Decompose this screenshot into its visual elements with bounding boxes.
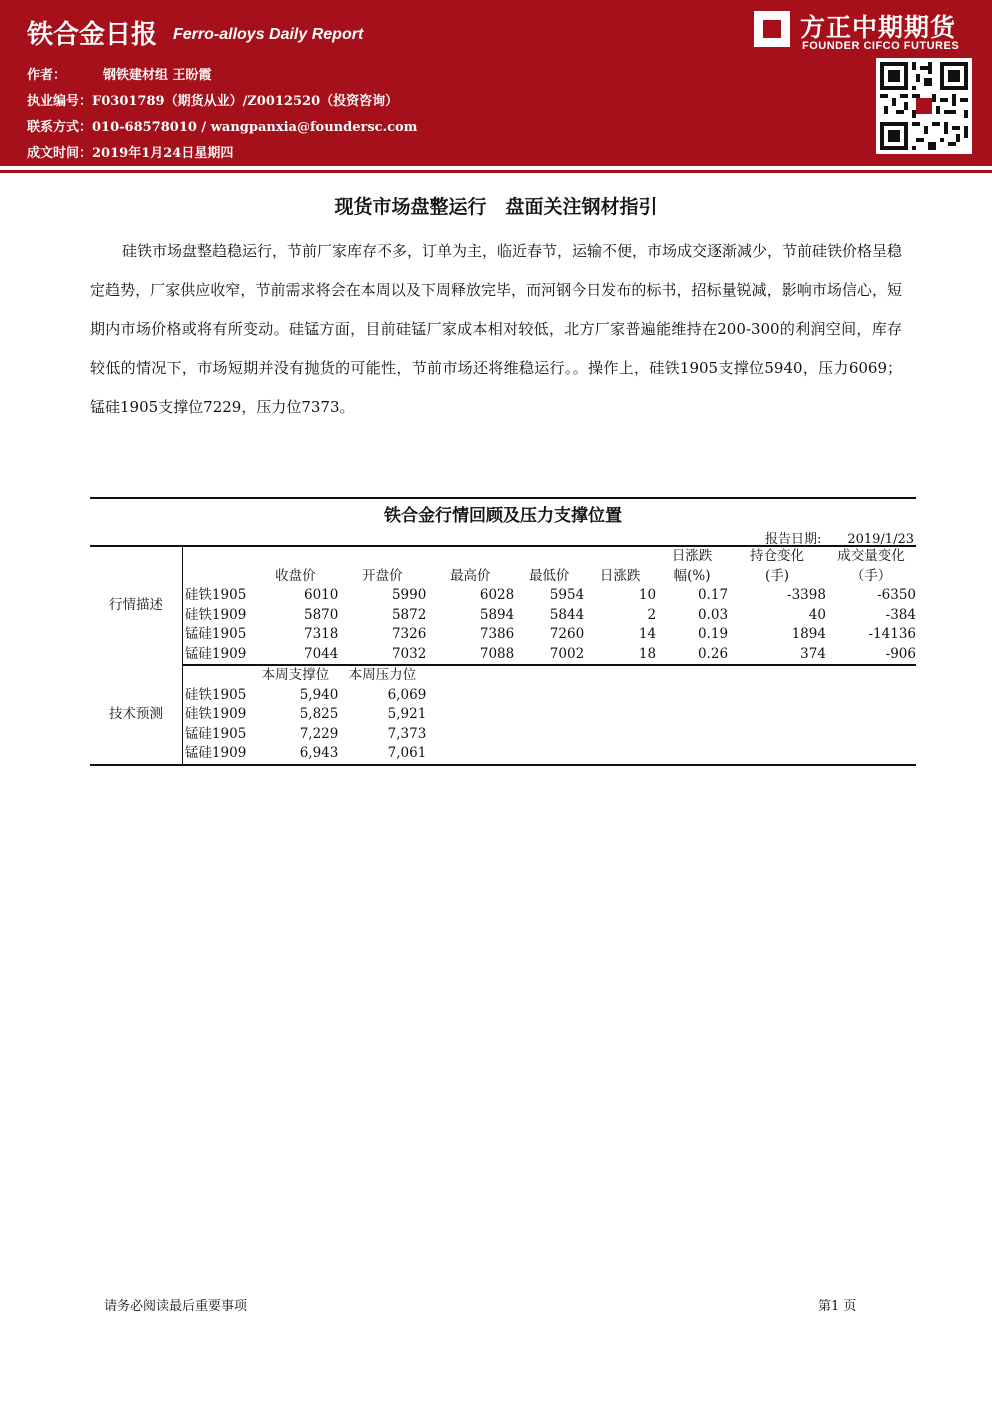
col-header-chg: 日涨跌 [599,567,641,584]
cell-open: 5872 [391,606,427,623]
date-value: 2019年1月24日星期四 [92,146,234,161]
cell-open: 5990 [391,587,427,603]
cell-support: 5,940 [299,686,339,703]
cell-open: 7032 [338,645,426,666]
cell-low: 7260 [549,626,585,642]
table-top-rule [90,497,916,499]
logo-name-cn: 方正中期期货 [800,13,957,42]
cell-high: 5894 [479,606,515,623]
date-line [27,142,233,161]
row-name: 硅铁1909 [184,706,247,722]
author-value: 钢铁建材组 王盼霞 [103,68,212,83]
cell-chg: 18 [584,645,656,666]
cell-pct: 0.26 [656,645,728,666]
table-row [90,606,916,626]
date-label: 成文时间： [27,146,93,161]
cell-chg: 10 [638,587,657,603]
author-line [27,64,212,83]
header-rule [0,170,992,173]
cell-oi: 374 [728,645,826,666]
table-row [90,686,916,706]
table-row [90,586,916,606]
cell-pct: 0.19 [697,626,729,642]
report-date-label: 报告日期: [764,532,822,547]
cell-close: 5870 [304,606,339,623]
cell-high: 7088 [426,645,514,666]
cell-resistance: 5,921 [387,706,427,722]
market-header-row-1 [90,546,916,567]
cell-vol: -14136 [868,626,916,642]
license-value: F0301789（期货从业）/Z0012520（投资咨询） [92,94,399,109]
article-title: 现货市场盘整运行 盘面关注钢材指引 [334,196,658,218]
col-header-high-1 [426,546,514,567]
company-logo [754,8,984,56]
table-row [90,645,916,666]
license-line [27,90,398,109]
col-header-resistance: 本周压力位 [348,667,417,683]
cell-open: 7326 [391,626,427,642]
cell-chg: 14 [638,626,657,642]
logo-mark-icon [754,11,790,47]
col-header-oi: (手) [764,567,790,584]
table-row [90,744,916,765]
col-header-close: 收盘价 [275,567,316,584]
cell-oi: -3398 [787,587,826,603]
col-header-chg-1 [584,546,656,567]
report-header [0,0,992,166]
col-header-open: 开盘价 [362,567,403,584]
cell-low: 5954 [549,587,585,603]
cell-oi: 40 [808,606,826,623]
cell-resistance: 7,061 [338,744,426,765]
report-date-value: 2019/1/23 [847,532,914,547]
col-header-low: 最低价 [528,567,570,584]
row-name: 锰硅1909 [182,744,252,765]
market-header-row-2 [90,567,916,587]
cell-close: 7318 [304,626,339,642]
cell-high: 7386 [479,626,515,642]
col-header-pct-1: 日涨跌 [656,546,728,567]
page-number: 第1 页 [818,1299,857,1314]
col-header-high: 最高价 [450,567,491,584]
cell-high: 6028 [479,587,515,603]
table-row [90,705,916,725]
logo-name-en: FOUNDER CIFCO FUTURES [802,40,960,52]
cell-close: 7044 [252,645,338,666]
cell-close: 6010 [304,587,339,603]
cell-vol: -384 [885,606,916,623]
col-header-vol-1: 成交量变化 [826,546,916,567]
cell-low: 7002 [514,645,584,666]
contact-line [27,116,417,135]
contact-label: 联系方式： [27,120,93,135]
cell-vol: -906 [826,645,916,666]
cell-support: 5,825 [299,706,339,722]
row-name: 硅铁1905 [184,587,247,603]
table-title: 铁合金行情回顾及压力支撑位置 [384,506,622,526]
row-name: 硅铁1905 [184,686,247,703]
cell-chg: 2 [647,606,657,623]
cell-resistance: 7,373 [387,725,427,742]
table-row [90,625,916,645]
col-header-pct: 幅(%) [673,567,711,584]
qr-code-icon [876,58,972,154]
col-header-close-1 [252,546,338,567]
col-header-open-1 [338,546,426,567]
forecast-header-row [90,665,916,686]
data-table [90,545,916,766]
report-title-en: Ferro-alloys Daily Report [173,26,364,43]
report-title-cn: 铁合金日报 [27,20,158,50]
cell-vol: -6350 [877,587,916,603]
cell-resistance: 6,069 [387,686,427,703]
col-header-low-1 [514,546,584,567]
cell-support: 7,229 [299,725,339,742]
table-row [90,725,916,745]
license-label: 执业编号： [27,94,93,109]
market-table [90,497,916,761]
row-name: 硅铁1909 [184,606,247,623]
cell-support: 6,943 [252,744,338,765]
row-name: 锰硅1909 [182,645,252,666]
author-label: 作者： [27,68,67,83]
footer-notice: 请务必阅读最后重要事项 [104,1299,248,1314]
col-header-oi-1: 持仓变化 [728,546,826,567]
cell-pct: 0.17 [697,587,729,603]
forecast-category: 技术预测 [90,665,182,765]
cell-oi: 1894 [791,626,826,642]
col-header-vol: （手） [850,567,892,584]
article-body: 硅铁市场盘整趋稳运行，节前厂家库存不多，订单为主，临近春节，运输不便，市场成交逐渐减少，节前硅铁价格呈稳定趋势，厂家供应收窄，节前需求将会在本周以及下周释放完毕，而河钢今日发布的标书，招标量锐减，影响市场信心，短期内市场价格或将有所变动。硅锰方面，目前硅锰厂家成本相对较低，北方厂家普遍能维持在200-300的利润空间，库存较低的情况下，市场短期并没有抛货的可能性，节前市场还将维稳运行。。操作上，硅铁1905支撑位5940，压力6069；锰硅1905支撑位7229，压力位7373。 [90,242,903,416]
cell-pct: 0.03 [697,606,729,623]
market-category: 行情描述 [90,546,182,665]
row-name: 锰硅1905 [184,725,247,742]
cell-low: 5844 [549,606,585,623]
row-name: 锰硅1905 [184,626,247,642]
col-header-support: 本周支撑位 [261,667,330,683]
contact-value: 010-68578010 / wangpanxia@foundersc.com [92,120,418,135]
